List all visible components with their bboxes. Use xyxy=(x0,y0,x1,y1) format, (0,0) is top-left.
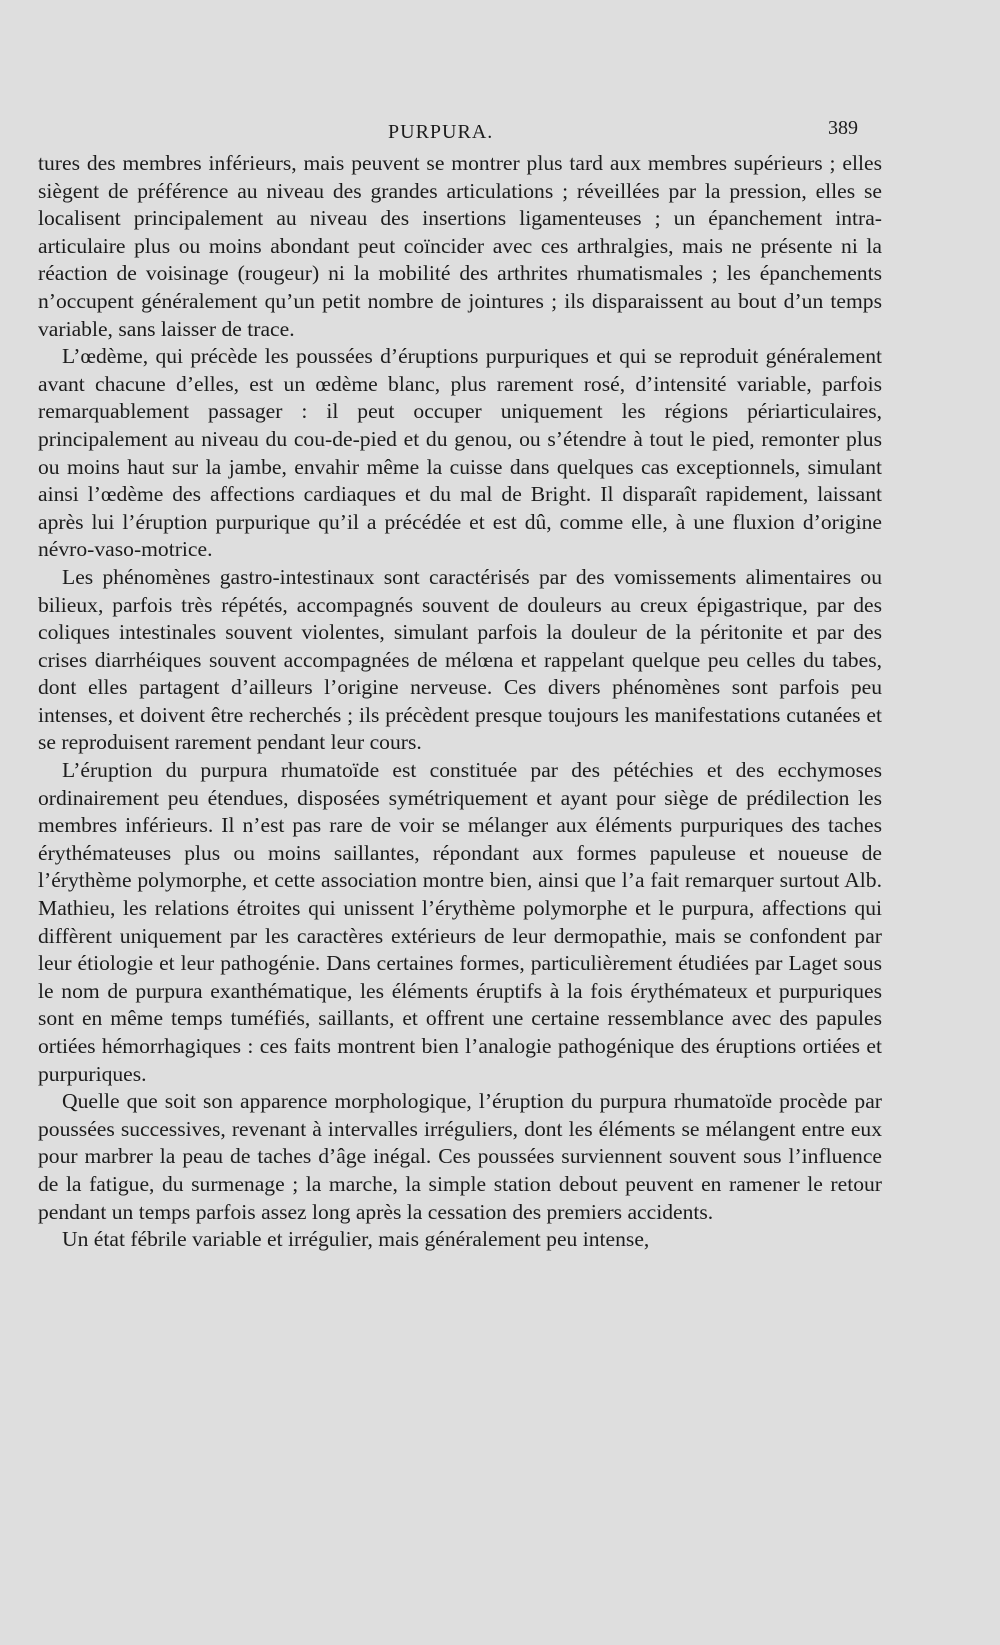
paragraph: L’œdème, qui précède les poussées d’éruptions purpuriques et qui se reproduit généralement avant chacune d’elles, est un œdème blanc, plus rarement rosé, d’intensité variable, parfois remarquablement passager : il peut occuper uniquement les régions périarticulaires, principalement au niveau du cou-de-pied et du genou, ou s’étendre à tout le pied, remonter plus ou moins haut sur la jambe, envahir même la cuisse dans quelques cas exceptionnels, simulant ainsi l’œdème des affections cardiaques et du mal de Bright. Il disparaît rapidement, laissant après lui l’éruption purpurique qu’il a précédée et est dû, comme elle, à une fluxion d’origine névro-vaso-motrice. xyxy=(38,344,882,562)
body-text xyxy=(38,150,882,1254)
page-number: 389 xyxy=(828,117,858,139)
paragraph: Les phénomènes gastro-intestinaux sont caractérisés par des vomissements alimentaires ou bilieux, parfois très répétés, accompagnés souvent de douleurs au creux épigastrique, par des coliques intestinales souvent violentes, simulant parfois la douleur de la péritonite et par des crises diarrhéiques souvent accompagnées de mélœna et rappelant quelque peu celles du tabes, dont elles partagent d’ailleurs l’origine nerveuse. Ces divers phénomènes sont parfois peu intenses, et doivent être recherchés ; ils précèdent presque toujours les manifestations cutanées et se reproduisent rarement pendant leur cours. xyxy=(38,564,882,755)
page-header xyxy=(38,117,858,147)
paragraph: Quelle que soit son apparence morphologique, l’éruption du purpura rhumatoïde procède par poussées successives, revenant à intervalles irréguliers, dont les éléments se mélangent entre eux pour marbrer la peau de taches d’âge inégal. Ces poussées surviennent souvent sous l’influence de la fatigue, du surmenage ; la marche, la simple station debout peuvent en ramener le retour pendant un temps parfois assez long après la cessation des premiers accidents. xyxy=(38,1089,882,1224)
paragraph: Un état fébrile variable et irrégulier, mais généralement peu intense, xyxy=(62,1227,650,1252)
paragraph: L’éruption du purpura rhumatoïde est constituée par des pétéchies et des ecchymoses ordinairement peu étendues, disposées symétriquement et ayant pour siège de prédilection les membres inférieurs. Il n’est pas rare de voir se mélanger aux éléments purpuriques des taches érythémateuses plus ou moins saillantes, répondant aux formes papuleuse et noueuse de l’érythème polymorphe, et cette association montre bien, ainsi que l’a fait remarquer surtout Alb. Mathieu, les relations étroites qui unissent l’érythème polymorphe et le purpura, affections qui diffèrent uniquement par les caractères extérieurs de leur dermopathie, mais se confondent par leur étiologie et leur pathogénie. Dans certaines formes, particulièrement étudiées par Laget sous le nom de purpura exanthématique, les éléments éruptifs à la fois érythémateux et purpuriques sont en même temps tuméfiés, saillants, et offrent une certaine ressemblance avec des papules ortiées hémorrhagiques : ces faits montrent bien l’analogie pathogénique des éruptions ortiées et purpuriques. xyxy=(38,758,882,1086)
running-title: PURPURA. xyxy=(388,121,494,143)
paragraph: tures des membres inférieurs, mais peuvent se montrer plus tard aux membres supérieurs ; elles siègent de préférence au niveau des grandes articulations ; réveillées par la pression, elles se localisent principalement au niveau des insertions ligamenteuses ; un épanchement intra-articulaire plus ou moins abondant peut coïncider avec ces arthralgies, mais ne présente ni la réaction de voisinage (rougeur) ni la mobilité des arthrites rhumatismales ; les épanchements n’occupent généralement qu’un petit nombre de jointures ; ils disparaissent au bout d’un temps variable, sans laisser de trace. xyxy=(38,151,882,341)
